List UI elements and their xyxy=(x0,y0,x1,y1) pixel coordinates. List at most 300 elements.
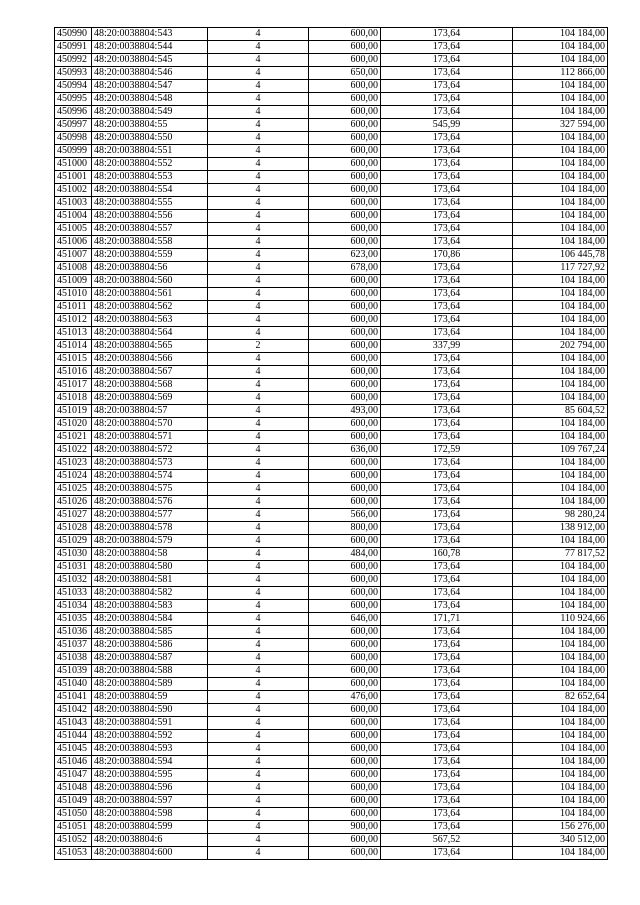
area-cell: 600,00 xyxy=(309,730,381,743)
area-cell: 600,00 xyxy=(309,782,381,795)
table-row xyxy=(55,314,608,327)
row-number-cell: 451050 xyxy=(55,808,92,821)
category-cell: 4 xyxy=(208,639,309,652)
row-number-cell: 450994 xyxy=(55,80,92,93)
cadastral-number-cell: 48:20:0038804:574 xyxy=(92,470,208,483)
specific-value-cell: 173,64 xyxy=(381,587,513,600)
category-cell: 4 xyxy=(208,392,309,405)
area-cell: 600,00 xyxy=(309,275,381,288)
row-number-cell: 451004 xyxy=(55,210,92,223)
area-cell: 600,00 xyxy=(309,41,381,54)
area-cell: 600,00 xyxy=(309,28,381,41)
area-cell: 600,00 xyxy=(309,457,381,470)
category-cell: 4 xyxy=(208,743,309,756)
specific-value-cell: 173,64 xyxy=(381,262,513,275)
area-cell: 600,00 xyxy=(309,600,381,613)
category-cell: 4 xyxy=(208,678,309,691)
cadastral-value-cell: 104 184,00 xyxy=(513,470,608,483)
row-number-cell: 451029 xyxy=(55,535,92,548)
category-cell: 4 xyxy=(208,431,309,444)
specific-value-cell: 173,64 xyxy=(381,691,513,704)
row-number-cell: 451052 xyxy=(55,834,92,847)
specific-value-cell: 173,64 xyxy=(381,717,513,730)
table-row xyxy=(55,301,608,314)
cadastral-number-cell: 48:20:0038804:546 xyxy=(92,67,208,80)
row-number-cell: 451040 xyxy=(55,678,92,691)
table-row xyxy=(55,67,608,80)
row-number-cell: 451028 xyxy=(55,522,92,535)
cadastral-number-cell: 48:20:0038804:55 xyxy=(92,119,208,132)
specific-value-cell: 173,64 xyxy=(381,67,513,80)
table-body xyxy=(55,28,608,860)
table-row xyxy=(55,80,608,93)
table-row xyxy=(55,197,608,210)
cadastral-value-cell: 104 184,00 xyxy=(513,704,608,717)
cadastral-value-cell: 77 817,52 xyxy=(513,548,608,561)
cadastral-value-cell: 104 184,00 xyxy=(513,301,608,314)
cadastral-value-cell: 104 184,00 xyxy=(513,496,608,509)
cadastral-number-cell: 48:20:0038804:548 xyxy=(92,93,208,106)
cadastral-value-cell: 104 184,00 xyxy=(513,561,608,574)
cadastral-number-cell: 48:20:0038804:543 xyxy=(92,28,208,41)
category-cell: 4 xyxy=(208,288,309,301)
cadastral-number-cell: 48:20:0038804:558 xyxy=(92,236,208,249)
cadastral-number-cell: 48:20:0038804:586 xyxy=(92,639,208,652)
row-number-cell: 451015 xyxy=(55,353,92,366)
cadastral-number-cell: 48:20:0038804:577 xyxy=(92,509,208,522)
table-row xyxy=(55,743,608,756)
category-cell: 4 xyxy=(208,548,309,561)
specific-value-cell: 173,64 xyxy=(381,301,513,314)
specific-value-cell: 173,64 xyxy=(381,730,513,743)
cadastral-value-cell: 340 512,00 xyxy=(513,834,608,847)
row-number-cell: 451010 xyxy=(55,288,92,301)
cadastral-value-cell: 109 767,24 xyxy=(513,444,608,457)
category-cell: 4 xyxy=(208,535,309,548)
cadastral-value-cell: 104 184,00 xyxy=(513,535,608,548)
cadastral-value-cell: 82 652,64 xyxy=(513,691,608,704)
area-cell: 600,00 xyxy=(309,483,381,496)
category-cell: 4 xyxy=(208,782,309,795)
table-row xyxy=(55,392,608,405)
cadastral-number-cell: 48:20:0038804:581 xyxy=(92,574,208,587)
specific-value-cell: 172,59 xyxy=(381,444,513,457)
cadastral-number-cell: 48:20:0038804:570 xyxy=(92,418,208,431)
row-number-cell: 451045 xyxy=(55,743,92,756)
specific-value-cell: 173,64 xyxy=(381,509,513,522)
cadastral-value-cell: 104 184,00 xyxy=(513,418,608,431)
specific-value-cell: 173,64 xyxy=(381,821,513,834)
cadastral-value-cell: 104 184,00 xyxy=(513,28,608,41)
table-row xyxy=(55,41,608,54)
row-number-cell: 451053 xyxy=(55,847,92,860)
row-number-cell: 450995 xyxy=(55,93,92,106)
cadastral-value-cell: 156 276,00 xyxy=(513,821,608,834)
area-cell: 600,00 xyxy=(309,574,381,587)
category-cell: 4 xyxy=(208,821,309,834)
specific-value-cell: 173,64 xyxy=(381,210,513,223)
table-row xyxy=(55,457,608,470)
cadastral-number-cell: 48:20:0038804:6 xyxy=(92,834,208,847)
area-cell: 566,00 xyxy=(309,509,381,522)
row-number-cell: 450990 xyxy=(55,28,92,41)
table-row xyxy=(55,431,608,444)
cadastral-number-cell: 48:20:0038804:592 xyxy=(92,730,208,743)
cadastral-number-cell: 48:20:0038804:594 xyxy=(92,756,208,769)
category-cell: 4 xyxy=(208,249,309,262)
cadastral-value-cell: 104 184,00 xyxy=(513,41,608,54)
row-number-cell: 451042 xyxy=(55,704,92,717)
table-row xyxy=(55,665,608,678)
table-row xyxy=(55,223,608,236)
cadastral-value-cell: 104 184,00 xyxy=(513,197,608,210)
row-number-cell: 451044 xyxy=(55,730,92,743)
area-cell: 600,00 xyxy=(309,119,381,132)
table-row xyxy=(55,808,608,821)
category-cell: 4 xyxy=(208,405,309,418)
specific-value-cell: 170,86 xyxy=(381,249,513,262)
table-row xyxy=(55,145,608,158)
category-cell: 4 xyxy=(208,54,309,67)
row-number-cell: 451032 xyxy=(55,574,92,587)
cadastral-value-cell: 104 184,00 xyxy=(513,730,608,743)
area-cell: 600,00 xyxy=(309,93,381,106)
row-number-cell: 451039 xyxy=(55,665,92,678)
cadastral-number-cell: 48:20:0038804:572 xyxy=(92,444,208,457)
category-cell: 4 xyxy=(208,717,309,730)
table-row xyxy=(55,548,608,561)
area-cell: 600,00 xyxy=(309,652,381,665)
cadastral-value-cell: 104 184,00 xyxy=(513,678,608,691)
table-row xyxy=(55,366,608,379)
table-row xyxy=(55,93,608,106)
area-cell: 600,00 xyxy=(309,639,381,652)
specific-value-cell: 173,64 xyxy=(381,80,513,93)
cadastral-number-cell: 48:20:0038804:554 xyxy=(92,184,208,197)
row-number-cell: 451048 xyxy=(55,782,92,795)
cadastral-number-cell: 48:20:0038804:589 xyxy=(92,678,208,691)
cadastral-value-cell: 104 184,00 xyxy=(513,132,608,145)
cadastral-value-cell: 104 184,00 xyxy=(513,366,608,379)
specific-value-cell: 171,71 xyxy=(381,613,513,626)
category-cell: 4 xyxy=(208,171,309,184)
table-row xyxy=(55,834,608,847)
cadastral-number-cell: 48:20:0038804:547 xyxy=(92,80,208,93)
cadastral-number-cell: 48:20:0038804:564 xyxy=(92,327,208,340)
cadastral-number-cell: 48:20:0038804:580 xyxy=(92,561,208,574)
row-number-cell: 451008 xyxy=(55,262,92,275)
area-cell: 600,00 xyxy=(309,847,381,860)
category-cell: 4 xyxy=(208,834,309,847)
specific-value-cell: 173,64 xyxy=(381,275,513,288)
area-cell: 600,00 xyxy=(309,80,381,93)
specific-value-cell: 173,64 xyxy=(381,392,513,405)
area-cell: 600,00 xyxy=(309,106,381,119)
area-cell: 600,00 xyxy=(309,418,381,431)
table-row xyxy=(55,847,608,860)
cadastral-value-cell: 104 184,00 xyxy=(513,639,608,652)
specific-value-cell: 173,64 xyxy=(381,41,513,54)
table-row xyxy=(55,626,608,639)
area-cell: 600,00 xyxy=(309,535,381,548)
specific-value-cell: 173,64 xyxy=(381,145,513,158)
row-number-cell: 451046 xyxy=(55,756,92,769)
specific-value-cell: 173,64 xyxy=(381,288,513,301)
specific-value-cell: 173,64 xyxy=(381,769,513,782)
category-cell: 4 xyxy=(208,236,309,249)
cadastral-value-cell: 104 184,00 xyxy=(513,106,608,119)
cadastral-value-cell: 104 184,00 xyxy=(513,158,608,171)
row-number-cell: 451024 xyxy=(55,470,92,483)
specific-value-cell: 173,64 xyxy=(381,665,513,678)
specific-value-cell: 160,78 xyxy=(381,548,513,561)
area-cell: 600,00 xyxy=(309,587,381,600)
cadastral-number-cell: 48:20:0038804:557 xyxy=(92,223,208,236)
cadastral-number-cell: 48:20:0038804:583 xyxy=(92,600,208,613)
table-row xyxy=(55,574,608,587)
specific-value-cell: 173,64 xyxy=(381,535,513,548)
category-cell: 4 xyxy=(208,730,309,743)
area-cell: 636,00 xyxy=(309,444,381,457)
cadastral-number-cell: 48:20:0038804:562 xyxy=(92,301,208,314)
table-row xyxy=(55,236,608,249)
specific-value-cell: 173,64 xyxy=(381,28,513,41)
table-row xyxy=(55,444,608,457)
row-number-cell: 451036 xyxy=(55,626,92,639)
table-row xyxy=(55,405,608,418)
row-number-cell: 451000 xyxy=(55,158,92,171)
table-row xyxy=(55,782,608,795)
cadastral-value-cell: 104 184,00 xyxy=(513,652,608,665)
category-cell: 4 xyxy=(208,769,309,782)
table-row xyxy=(55,262,608,275)
row-number-cell: 451019 xyxy=(55,405,92,418)
specific-value-cell: 173,64 xyxy=(381,314,513,327)
specific-value-cell: 173,64 xyxy=(381,496,513,509)
table-row xyxy=(55,353,608,366)
category-cell: 4 xyxy=(208,67,309,80)
table-row xyxy=(55,171,608,184)
table-row xyxy=(55,821,608,834)
area-cell: 600,00 xyxy=(309,834,381,847)
cadastral-number-cell: 48:20:0038804:552 xyxy=(92,158,208,171)
cadastral-value-cell: 104 184,00 xyxy=(513,847,608,860)
category-cell: 4 xyxy=(208,314,309,327)
row-number-cell: 451043 xyxy=(55,717,92,730)
specific-value-cell: 173,64 xyxy=(381,483,513,496)
specific-value-cell: 173,64 xyxy=(381,808,513,821)
category-cell: 4 xyxy=(208,366,309,379)
cadastral-number-cell: 48:20:0038804:575 xyxy=(92,483,208,496)
table-row xyxy=(55,327,608,340)
cadastral-number-cell: 48:20:0038804:563 xyxy=(92,314,208,327)
specific-value-cell: 173,64 xyxy=(381,470,513,483)
table-row xyxy=(55,106,608,119)
category-cell: 4 xyxy=(208,587,309,600)
area-cell: 600,00 xyxy=(309,54,381,67)
specific-value-cell: 173,64 xyxy=(381,652,513,665)
table-row xyxy=(55,652,608,665)
category-cell: 4 xyxy=(208,301,309,314)
specific-value-cell: 173,64 xyxy=(381,171,513,184)
cadastral-value-cell: 104 184,00 xyxy=(513,483,608,496)
cadastral-number-cell: 48:20:0038804:571 xyxy=(92,431,208,444)
category-cell: 4 xyxy=(208,106,309,119)
cadastral-value-cell: 104 184,00 xyxy=(513,808,608,821)
row-number-cell: 451047 xyxy=(55,769,92,782)
cadastral-number-cell: 48:20:0038804:598 xyxy=(92,808,208,821)
table-row xyxy=(55,28,608,41)
cadastral-number-cell: 48:20:0038804:553 xyxy=(92,171,208,184)
specific-value-cell: 545,99 xyxy=(381,119,513,132)
cadastral-number-cell: 48:20:0038804:56 xyxy=(92,262,208,275)
table-row xyxy=(55,717,608,730)
category-cell: 4 xyxy=(208,93,309,106)
table-row xyxy=(55,704,608,717)
cadastral-number-cell: 48:20:0038804:582 xyxy=(92,587,208,600)
area-cell: 600,00 xyxy=(309,769,381,782)
category-cell: 4 xyxy=(208,561,309,574)
cadastral-number-cell: 48:20:0038804:556 xyxy=(92,210,208,223)
specific-value-cell: 173,64 xyxy=(381,327,513,340)
specific-value-cell: 173,64 xyxy=(381,782,513,795)
table-row xyxy=(55,483,608,496)
category-cell: 4 xyxy=(208,275,309,288)
area-cell: 646,00 xyxy=(309,613,381,626)
area-cell: 678,00 xyxy=(309,262,381,275)
area-cell: 600,00 xyxy=(309,340,381,353)
table-row xyxy=(55,249,608,262)
cadastral-number-cell: 48:20:0038804:566 xyxy=(92,353,208,366)
row-number-cell: 451003 xyxy=(55,197,92,210)
cadastral-number-cell: 48:20:0038804:568 xyxy=(92,379,208,392)
category-cell: 4 xyxy=(208,522,309,535)
cadastral-value-cell: 85 604,52 xyxy=(513,405,608,418)
category-cell: 4 xyxy=(208,223,309,236)
cadastral-value-cell: 104 184,00 xyxy=(513,379,608,392)
category-cell: 4 xyxy=(208,496,309,509)
area-cell: 600,00 xyxy=(309,236,381,249)
cadastral-value-cell: 110 924,66 xyxy=(513,613,608,626)
category-cell: 4 xyxy=(208,145,309,158)
area-cell: 600,00 xyxy=(309,327,381,340)
cadastral-number-cell: 48:20:0038804:573 xyxy=(92,457,208,470)
cadastral-value-cell: 117 727,92 xyxy=(513,262,608,275)
area-cell: 600,00 xyxy=(309,561,381,574)
cadastral-number-cell: 48:20:0038804:597 xyxy=(92,795,208,808)
table-row xyxy=(55,132,608,145)
cadastral-value-cell: 104 184,00 xyxy=(513,717,608,730)
table-row xyxy=(55,730,608,743)
table-row xyxy=(55,600,608,613)
category-cell: 4 xyxy=(208,652,309,665)
table-row xyxy=(55,340,608,353)
row-number-cell: 451002 xyxy=(55,184,92,197)
area-cell: 600,00 xyxy=(309,756,381,769)
specific-value-cell: 173,64 xyxy=(381,366,513,379)
row-number-cell: 451018 xyxy=(55,392,92,405)
table-row xyxy=(55,756,608,769)
table-row xyxy=(55,691,608,704)
specific-value-cell: 173,64 xyxy=(381,678,513,691)
category-cell: 4 xyxy=(208,327,309,340)
cadastral-number-cell: 48:20:0038804:599 xyxy=(92,821,208,834)
cadastral-number-cell: 48:20:0038804:545 xyxy=(92,54,208,67)
category-cell: 4 xyxy=(208,509,309,522)
category-cell: 4 xyxy=(208,418,309,431)
category-cell: 4 xyxy=(208,210,309,223)
area-cell: 600,00 xyxy=(309,665,381,678)
specific-value-cell: 173,64 xyxy=(381,223,513,236)
category-cell: 4 xyxy=(208,184,309,197)
row-number-cell: 451020 xyxy=(55,418,92,431)
category-cell: 4 xyxy=(208,795,309,808)
category-cell: 4 xyxy=(208,574,309,587)
area-cell: 600,00 xyxy=(309,678,381,691)
row-number-cell: 451021 xyxy=(55,431,92,444)
row-number-cell: 451049 xyxy=(55,795,92,808)
specific-value-cell: 173,64 xyxy=(381,743,513,756)
row-number-cell: 450993 xyxy=(55,67,92,80)
row-number-cell: 451007 xyxy=(55,249,92,262)
row-number-cell: 450996 xyxy=(55,106,92,119)
area-cell: 600,00 xyxy=(309,795,381,808)
row-number-cell: 451001 xyxy=(55,171,92,184)
cadastral-value-cell: 104 184,00 xyxy=(513,93,608,106)
cadastral-value-cell: 104 184,00 xyxy=(513,275,608,288)
row-number-cell: 451051 xyxy=(55,821,92,834)
row-number-cell: 450992 xyxy=(55,54,92,67)
specific-value-cell: 173,64 xyxy=(381,431,513,444)
row-number-cell: 451009 xyxy=(55,275,92,288)
area-cell: 600,00 xyxy=(309,470,381,483)
category-cell: 4 xyxy=(208,626,309,639)
area-cell: 600,00 xyxy=(309,197,381,210)
cadastral-number-cell: 48:20:0038804:560 xyxy=(92,275,208,288)
table-row xyxy=(55,288,608,301)
cadastral-number-cell: 48:20:0038804:596 xyxy=(92,782,208,795)
category-cell: 4 xyxy=(208,470,309,483)
row-number-cell: 451012 xyxy=(55,314,92,327)
cadastral-number-cell: 48:20:0038804:584 xyxy=(92,613,208,626)
table-row xyxy=(55,379,608,392)
specific-value-cell: 173,64 xyxy=(381,54,513,67)
table-row xyxy=(55,522,608,535)
specific-value-cell: 173,64 xyxy=(381,132,513,145)
row-number-cell: 451026 xyxy=(55,496,92,509)
cadastral-value-cell: 104 184,00 xyxy=(513,457,608,470)
specific-value-cell: 173,64 xyxy=(381,574,513,587)
cadastral-number-cell: 48:20:0038804:595 xyxy=(92,769,208,782)
cadastral-value-cell: 104 184,00 xyxy=(513,743,608,756)
cadastral-value-cell: 104 184,00 xyxy=(513,431,608,444)
category-cell: 4 xyxy=(208,197,309,210)
cadastral-value-cell: 104 184,00 xyxy=(513,236,608,249)
row-number-cell: 451016 xyxy=(55,366,92,379)
cadastral-number-cell: 48:20:0038804:57 xyxy=(92,405,208,418)
row-number-cell: 451025 xyxy=(55,483,92,496)
area-cell: 600,00 xyxy=(309,704,381,717)
cadastral-value-cell: 104 184,00 xyxy=(513,223,608,236)
area-cell: 600,00 xyxy=(309,145,381,158)
specific-value-cell: 567,52 xyxy=(381,834,513,847)
area-cell: 484,00 xyxy=(309,548,381,561)
specific-value-cell: 337,99 xyxy=(381,340,513,353)
area-cell: 600,00 xyxy=(309,379,381,392)
cadastral-value-cell: 104 184,00 xyxy=(513,587,608,600)
area-cell: 600,00 xyxy=(309,431,381,444)
row-number-cell: 450999 xyxy=(55,145,92,158)
